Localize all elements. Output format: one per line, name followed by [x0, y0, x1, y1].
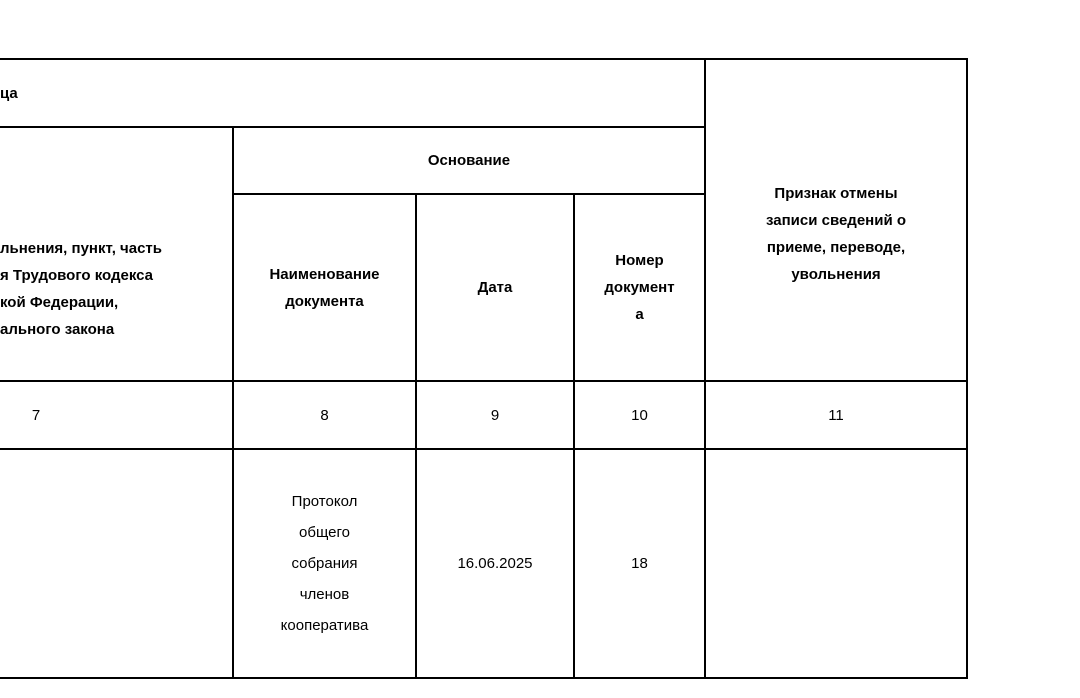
- col-number-8: 8: [320, 406, 329, 424]
- data-header: Дата: [477, 279, 513, 296]
- col-number-9: 9: [490, 406, 500, 424]
- document-date-cell: 16.06.2025: [457, 555, 533, 572]
- document-name-cell: Протокол общего собрания членов кооператива: [280, 493, 369, 634]
- nomer-header: Номер документ а: [604, 252, 675, 323]
- col-number-11: 11: [828, 406, 844, 424]
- prichina-header: льнения, пункт, часть я Трудового кодекса кой Федерации, ального закона: [0, 240, 163, 338]
- col-number-7: 7: [31, 406, 41, 424]
- priznak-header: Признак отмены записи сведений о приеме, переводе, увольнения: [765, 185, 907, 283]
- osnovanie-header: Основание: [427, 152, 511, 169]
- table-border-bottom: [0, 677, 968, 679]
- naimenovanie-header: Наименование документа: [269, 265, 380, 310]
- priznak-cell: [706, 450, 966, 677]
- table-border-right: [966, 58, 968, 679]
- col-number-10: 10: [631, 406, 648, 424]
- document-number-cell: 18: [631, 555, 648, 572]
- section-title: ца: [0, 84, 18, 102]
